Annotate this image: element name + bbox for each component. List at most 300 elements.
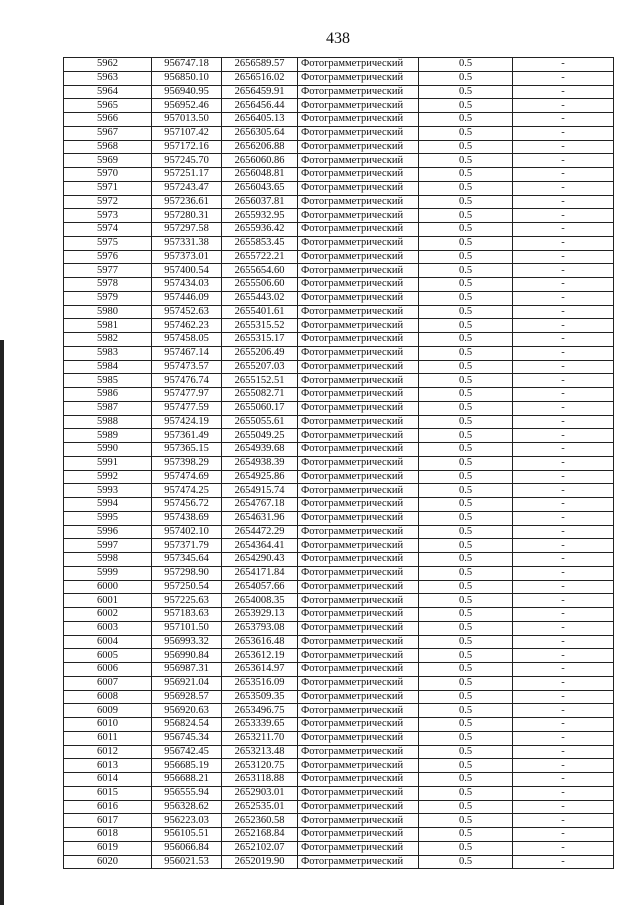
accuracy-cell: 0.5 bbox=[419, 731, 513, 745]
accuracy-cell: 0.5 bbox=[419, 333, 513, 347]
y-coordinate-cell: 2653211.70 bbox=[222, 731, 298, 745]
x-coordinate-cell: 957225.63 bbox=[152, 594, 222, 608]
accuracy-cell: 0.5 bbox=[419, 649, 513, 663]
table-row bbox=[64, 99, 614, 113]
method-cell: Фотограмметрический bbox=[298, 621, 419, 635]
note-cell: - bbox=[513, 841, 614, 855]
y-coordinate-cell: 2655853.45 bbox=[222, 236, 298, 250]
method-cell: Фотограмметрический bbox=[298, 539, 419, 553]
accuracy-cell: 0.5 bbox=[419, 319, 513, 333]
point-number-cell: 5971 bbox=[64, 181, 152, 195]
accuracy-cell: 0.5 bbox=[419, 264, 513, 278]
point-number-cell: 5976 bbox=[64, 250, 152, 264]
x-coordinate-cell: 957183.63 bbox=[152, 608, 222, 622]
coordinates-table bbox=[63, 57, 614, 869]
point-number-cell: 5973 bbox=[64, 209, 152, 223]
y-coordinate-cell: 2652903.01 bbox=[222, 786, 298, 800]
x-coordinate-cell: 956105.51 bbox=[152, 828, 222, 842]
accuracy-cell: 0.5 bbox=[419, 278, 513, 292]
method-cell: Фотограмметрический bbox=[298, 71, 419, 85]
x-coordinate-cell: 956223.03 bbox=[152, 814, 222, 828]
method-cell: Фотограмметрический bbox=[298, 498, 419, 512]
table-row bbox=[64, 71, 614, 85]
point-number-cell: 6007 bbox=[64, 676, 152, 690]
table-row bbox=[64, 759, 614, 773]
point-number-cell: 5990 bbox=[64, 443, 152, 457]
table-row bbox=[64, 126, 614, 140]
y-coordinate-cell: 2654915.74 bbox=[222, 484, 298, 498]
note-cell: - bbox=[513, 621, 614, 635]
y-coordinate-cell: 2655315.52 bbox=[222, 319, 298, 333]
y-coordinate-cell: 2655932.95 bbox=[222, 209, 298, 223]
y-coordinate-cell: 2654171.84 bbox=[222, 566, 298, 580]
x-coordinate-cell: 956987.31 bbox=[152, 663, 222, 677]
note-cell: - bbox=[513, 553, 614, 567]
method-cell: Фотограмметрический bbox=[298, 704, 419, 718]
accuracy-cell: 0.5 bbox=[419, 841, 513, 855]
point-number-cell: 5983 bbox=[64, 346, 152, 360]
table-row bbox=[64, 539, 614, 553]
note-cell: - bbox=[513, 511, 614, 525]
note-cell: - bbox=[513, 470, 614, 484]
x-coordinate-cell: 956921.04 bbox=[152, 676, 222, 690]
accuracy-cell: 0.5 bbox=[419, 209, 513, 223]
table-row bbox=[64, 168, 614, 182]
y-coordinate-cell: 2654290.43 bbox=[222, 553, 298, 567]
y-coordinate-cell: 2653516.09 bbox=[222, 676, 298, 690]
y-coordinate-cell: 2656206.88 bbox=[222, 140, 298, 154]
table-row bbox=[64, 264, 614, 278]
note-cell: - bbox=[513, 195, 614, 209]
method-cell: Фотограмметрический bbox=[298, 291, 419, 305]
accuracy-cell: 0.5 bbox=[419, 511, 513, 525]
y-coordinate-cell: 2656405.13 bbox=[222, 113, 298, 127]
x-coordinate-cell: 956952.46 bbox=[152, 99, 222, 113]
table-row bbox=[64, 580, 614, 594]
x-coordinate-cell: 957402.10 bbox=[152, 525, 222, 539]
method-cell: Фотограмметрический bbox=[298, 223, 419, 237]
table-row bbox=[64, 745, 614, 759]
point-number-cell: 5994 bbox=[64, 498, 152, 512]
accuracy-cell: 0.5 bbox=[419, 99, 513, 113]
table-row bbox=[64, 553, 614, 567]
y-coordinate-cell: 2654364.41 bbox=[222, 539, 298, 553]
note-cell: - bbox=[513, 333, 614, 347]
note-cell: - bbox=[513, 676, 614, 690]
x-coordinate-cell: 957434.03 bbox=[152, 278, 222, 292]
method-cell: Фотограмметрический bbox=[298, 415, 419, 429]
x-coordinate-cell: 957458.05 bbox=[152, 333, 222, 347]
x-coordinate-cell: 957297.58 bbox=[152, 223, 222, 237]
table-row bbox=[64, 319, 614, 333]
table-row bbox=[64, 786, 614, 800]
accuracy-cell: 0.5 bbox=[419, 663, 513, 677]
accuracy-cell: 0.5 bbox=[419, 484, 513, 498]
table-row bbox=[64, 635, 614, 649]
accuracy-cell: 0.5 bbox=[419, 168, 513, 182]
method-cell: Фотограмметрический bbox=[298, 85, 419, 99]
table-row bbox=[64, 456, 614, 470]
note-cell: - bbox=[513, 250, 614, 264]
x-coordinate-cell: 956993.32 bbox=[152, 635, 222, 649]
point-number-cell: 6000 bbox=[64, 580, 152, 594]
point-number-cell: 6004 bbox=[64, 635, 152, 649]
x-coordinate-cell: 956555.94 bbox=[152, 786, 222, 800]
table-row bbox=[64, 828, 614, 842]
x-coordinate-cell: 956928.57 bbox=[152, 690, 222, 704]
y-coordinate-cell: 2654631.96 bbox=[222, 511, 298, 525]
x-coordinate-cell: 956920.63 bbox=[152, 704, 222, 718]
note-cell: - bbox=[513, 236, 614, 250]
table-row bbox=[64, 841, 614, 855]
table-row bbox=[64, 113, 614, 127]
table-row bbox=[64, 773, 614, 787]
x-coordinate-cell: 957474.69 bbox=[152, 470, 222, 484]
note-cell: - bbox=[513, 759, 614, 773]
point-number-cell: 6002 bbox=[64, 608, 152, 622]
method-cell: Фотограмметрический bbox=[298, 154, 419, 168]
accuracy-cell: 0.5 bbox=[419, 140, 513, 154]
y-coordinate-cell: 2656060.86 bbox=[222, 154, 298, 168]
y-coordinate-cell: 2655049.25 bbox=[222, 429, 298, 443]
point-number-cell: 5992 bbox=[64, 470, 152, 484]
note-cell: - bbox=[513, 635, 614, 649]
x-coordinate-cell: 956990.84 bbox=[152, 649, 222, 663]
point-number-cell: 5999 bbox=[64, 566, 152, 580]
method-cell: Фотограмметрический bbox=[298, 525, 419, 539]
y-coordinate-cell: 2654767.18 bbox=[222, 498, 298, 512]
point-number-cell: 5988 bbox=[64, 415, 152, 429]
point-number-cell: 5989 bbox=[64, 429, 152, 443]
note-cell: - bbox=[513, 113, 614, 127]
accuracy-cell: 0.5 bbox=[419, 223, 513, 237]
y-coordinate-cell: 2652102.07 bbox=[222, 841, 298, 855]
table-row bbox=[64, 58, 614, 72]
point-number-cell: 6019 bbox=[64, 841, 152, 855]
table-row bbox=[64, 236, 614, 250]
method-cell: Фотограмметрический bbox=[298, 731, 419, 745]
method-cell: Фотограмметрический bbox=[298, 168, 419, 182]
note-cell: - bbox=[513, 663, 614, 677]
scan-edge-bar bbox=[0, 340, 4, 905]
note-cell: - bbox=[513, 580, 614, 594]
accuracy-cell: 0.5 bbox=[419, 553, 513, 567]
y-coordinate-cell: 2656589.57 bbox=[222, 58, 298, 72]
method-cell: Фотограмметрический bbox=[298, 305, 419, 319]
method-cell: Фотограмметрический bbox=[298, 346, 419, 360]
accuracy-cell: 0.5 bbox=[419, 539, 513, 553]
y-coordinate-cell: 2653929.13 bbox=[222, 608, 298, 622]
method-cell: Фотограмметрический bbox=[298, 374, 419, 388]
x-coordinate-cell: 956824.54 bbox=[152, 718, 222, 732]
note-cell: - bbox=[513, 498, 614, 512]
method-cell: Фотограмметрический bbox=[298, 814, 419, 828]
y-coordinate-cell: 2654925.86 bbox=[222, 470, 298, 484]
method-cell: Фотограмметрический bbox=[298, 250, 419, 264]
method-cell: Фотограмметрический bbox=[298, 429, 419, 443]
point-number-cell: 5981 bbox=[64, 319, 152, 333]
y-coordinate-cell: 2656305.64 bbox=[222, 126, 298, 140]
accuracy-cell: 0.5 bbox=[419, 594, 513, 608]
method-cell: Фотограмметрический bbox=[298, 855, 419, 869]
method-cell: Фотограмметрический bbox=[298, 484, 419, 498]
point-number-cell: 5964 bbox=[64, 85, 152, 99]
point-number-cell: 6003 bbox=[64, 621, 152, 635]
table-row bbox=[64, 649, 614, 663]
note-cell: - bbox=[513, 456, 614, 470]
y-coordinate-cell: 2655506.60 bbox=[222, 278, 298, 292]
table-row bbox=[64, 470, 614, 484]
point-number-cell: 6006 bbox=[64, 663, 152, 677]
point-number-cell: 5984 bbox=[64, 360, 152, 374]
x-coordinate-cell: 957446.09 bbox=[152, 291, 222, 305]
y-coordinate-cell: 2655055.61 bbox=[222, 415, 298, 429]
table-row bbox=[64, 85, 614, 99]
point-number-cell: 6013 bbox=[64, 759, 152, 773]
note-cell: - bbox=[513, 319, 614, 333]
x-coordinate-cell: 957467.14 bbox=[152, 346, 222, 360]
method-cell: Фотограмметрический bbox=[298, 759, 419, 773]
method-cell: Фотограмметрический bbox=[298, 401, 419, 415]
accuracy-cell: 0.5 bbox=[419, 236, 513, 250]
x-coordinate-cell: 956685.19 bbox=[152, 759, 222, 773]
y-coordinate-cell: 2653120.75 bbox=[222, 759, 298, 773]
x-coordinate-cell: 957398.29 bbox=[152, 456, 222, 470]
y-coordinate-cell: 2654938.39 bbox=[222, 456, 298, 470]
accuracy-cell: 0.5 bbox=[419, 800, 513, 814]
coordinates-table-body bbox=[64, 58, 614, 869]
note-cell: - bbox=[513, 773, 614, 787]
accuracy-cell: 0.5 bbox=[419, 525, 513, 539]
method-cell: Фотограмметрический bbox=[298, 360, 419, 374]
note-cell: - bbox=[513, 415, 614, 429]
point-number-cell: 5968 bbox=[64, 140, 152, 154]
accuracy-cell: 0.5 bbox=[419, 456, 513, 470]
accuracy-cell: 0.5 bbox=[419, 676, 513, 690]
point-number-cell: 5974 bbox=[64, 223, 152, 237]
y-coordinate-cell: 2654939.68 bbox=[222, 443, 298, 457]
table-row bbox=[64, 718, 614, 732]
table-row bbox=[64, 484, 614, 498]
method-cell: Фотограмметрический bbox=[298, 195, 419, 209]
table-row bbox=[64, 223, 614, 237]
accuracy-cell: 0.5 bbox=[419, 360, 513, 374]
method-cell: Фотограмметрический bbox=[298, 553, 419, 567]
x-coordinate-cell: 956742.45 bbox=[152, 745, 222, 759]
method-cell: Фотограмметрический bbox=[298, 718, 419, 732]
table-row bbox=[64, 140, 614, 154]
accuracy-cell: 0.5 bbox=[419, 718, 513, 732]
x-coordinate-cell: 956688.21 bbox=[152, 773, 222, 787]
point-number-cell: 6012 bbox=[64, 745, 152, 759]
method-cell: Фотограмметрический bbox=[298, 181, 419, 195]
x-coordinate-cell: 957473.57 bbox=[152, 360, 222, 374]
y-coordinate-cell: 2656516.02 bbox=[222, 71, 298, 85]
point-number-cell: 5978 bbox=[64, 278, 152, 292]
x-coordinate-cell: 957013.50 bbox=[152, 113, 222, 127]
table-row bbox=[64, 401, 614, 415]
y-coordinate-cell: 2652360.58 bbox=[222, 814, 298, 828]
note-cell: - bbox=[513, 71, 614, 85]
method-cell: Фотограмметрический bbox=[298, 608, 419, 622]
accuracy-cell: 0.5 bbox=[419, 429, 513, 443]
table-row bbox=[64, 498, 614, 512]
method-cell: Фотограмметрический bbox=[298, 786, 419, 800]
x-coordinate-cell: 957243.47 bbox=[152, 181, 222, 195]
accuracy-cell: 0.5 bbox=[419, 58, 513, 72]
point-number-cell: 6018 bbox=[64, 828, 152, 842]
method-cell: Фотограмметрический bbox=[298, 745, 419, 759]
y-coordinate-cell: 2656456.44 bbox=[222, 99, 298, 113]
method-cell: Фотограмметрический bbox=[298, 676, 419, 690]
table-row bbox=[64, 305, 614, 319]
y-coordinate-cell: 2653614.97 bbox=[222, 663, 298, 677]
note-cell: - bbox=[513, 168, 614, 182]
method-cell: Фотограмметрический bbox=[298, 635, 419, 649]
accuracy-cell: 0.5 bbox=[419, 291, 513, 305]
table-row bbox=[64, 195, 614, 209]
note-cell: - bbox=[513, 291, 614, 305]
accuracy-cell: 0.5 bbox=[419, 250, 513, 264]
accuracy-cell: 0.5 bbox=[419, 374, 513, 388]
accuracy-cell: 0.5 bbox=[419, 181, 513, 195]
note-cell: - bbox=[513, 429, 614, 443]
note-cell: - bbox=[513, 209, 614, 223]
accuracy-cell: 0.5 bbox=[419, 305, 513, 319]
x-coordinate-cell: 956021.53 bbox=[152, 855, 222, 869]
accuracy-cell: 0.5 bbox=[419, 786, 513, 800]
point-number-cell: 6017 bbox=[64, 814, 152, 828]
y-coordinate-cell: 2656048.81 bbox=[222, 168, 298, 182]
accuracy-cell: 0.5 bbox=[419, 566, 513, 580]
accuracy-cell: 0.5 bbox=[419, 71, 513, 85]
note-cell: - bbox=[513, 786, 614, 800]
point-number-cell: 5980 bbox=[64, 305, 152, 319]
accuracy-cell: 0.5 bbox=[419, 498, 513, 512]
point-number-cell: 6009 bbox=[64, 704, 152, 718]
y-coordinate-cell: 2654472.29 bbox=[222, 525, 298, 539]
note-cell: - bbox=[513, 828, 614, 842]
table-row bbox=[64, 374, 614, 388]
table-row bbox=[64, 511, 614, 525]
y-coordinate-cell: 2653213.48 bbox=[222, 745, 298, 759]
method-cell: Фотограмметрический bbox=[298, 566, 419, 580]
point-number-cell: 5998 bbox=[64, 553, 152, 567]
table-row bbox=[64, 704, 614, 718]
x-coordinate-cell: 957474.25 bbox=[152, 484, 222, 498]
y-coordinate-cell: 2653793.08 bbox=[222, 621, 298, 635]
accuracy-cell: 0.5 bbox=[419, 470, 513, 484]
y-coordinate-cell: 2656037.81 bbox=[222, 195, 298, 209]
x-coordinate-cell: 957456.72 bbox=[152, 498, 222, 512]
y-coordinate-cell: 2655936.42 bbox=[222, 223, 298, 237]
accuracy-cell: 0.5 bbox=[419, 828, 513, 842]
x-coordinate-cell: 957172.16 bbox=[152, 140, 222, 154]
y-coordinate-cell: 2652168.84 bbox=[222, 828, 298, 842]
accuracy-cell: 0.5 bbox=[419, 415, 513, 429]
point-number-cell: 5963 bbox=[64, 71, 152, 85]
note-cell: - bbox=[513, 360, 614, 374]
method-cell: Фотограмметрический bbox=[298, 511, 419, 525]
accuracy-cell: 0.5 bbox=[419, 745, 513, 759]
note-cell: - bbox=[513, 374, 614, 388]
y-coordinate-cell: 2656043.65 bbox=[222, 181, 298, 195]
x-coordinate-cell: 956940.95 bbox=[152, 85, 222, 99]
note-cell: - bbox=[513, 539, 614, 553]
x-coordinate-cell: 957365.15 bbox=[152, 443, 222, 457]
accuracy-cell: 0.5 bbox=[419, 704, 513, 718]
method-cell: Фотограмметрический bbox=[298, 841, 419, 855]
accuracy-cell: 0.5 bbox=[419, 85, 513, 99]
y-coordinate-cell: 2655060.17 bbox=[222, 401, 298, 415]
x-coordinate-cell: 956850.10 bbox=[152, 71, 222, 85]
y-coordinate-cell: 2653496.75 bbox=[222, 704, 298, 718]
x-coordinate-cell: 957373.01 bbox=[152, 250, 222, 264]
table-row bbox=[64, 731, 614, 745]
accuracy-cell: 0.5 bbox=[419, 388, 513, 402]
method-cell: Фотограмметрический bbox=[298, 649, 419, 663]
method-cell: Фотограмметрический bbox=[298, 388, 419, 402]
method-cell: Фотограмметрический bbox=[298, 58, 419, 72]
method-cell: Фотограмметрический bbox=[298, 209, 419, 223]
y-coordinate-cell: 2655722.21 bbox=[222, 250, 298, 264]
note-cell: - bbox=[513, 525, 614, 539]
point-number-cell: 5972 bbox=[64, 195, 152, 209]
accuracy-cell: 0.5 bbox=[419, 608, 513, 622]
table-row bbox=[64, 333, 614, 347]
note-cell: - bbox=[513, 704, 614, 718]
note-cell: - bbox=[513, 594, 614, 608]
point-number-cell: 6011 bbox=[64, 731, 152, 745]
table-row bbox=[64, 388, 614, 402]
method-cell: Фотограмметрический bbox=[298, 470, 419, 484]
y-coordinate-cell: 2655207.03 bbox=[222, 360, 298, 374]
method-cell: Фотограмметрический bbox=[298, 319, 419, 333]
x-coordinate-cell: 957107.42 bbox=[152, 126, 222, 140]
y-coordinate-cell: 2653118.88 bbox=[222, 773, 298, 787]
table-row bbox=[64, 594, 614, 608]
accuracy-cell: 0.5 bbox=[419, 443, 513, 457]
table-row bbox=[64, 278, 614, 292]
note-cell: - bbox=[513, 264, 614, 278]
method-cell: Фотограмметрический bbox=[298, 236, 419, 250]
accuracy-cell: 0.5 bbox=[419, 401, 513, 415]
x-coordinate-cell: 957452.63 bbox=[152, 305, 222, 319]
table-row bbox=[64, 621, 614, 635]
y-coordinate-cell: 2655152.51 bbox=[222, 374, 298, 388]
accuracy-cell: 0.5 bbox=[419, 113, 513, 127]
point-number-cell: 5970 bbox=[64, 168, 152, 182]
method-cell: Фотограмметрический bbox=[298, 99, 419, 113]
note-cell: - bbox=[513, 484, 614, 498]
method-cell: Фотограмметрический bbox=[298, 126, 419, 140]
table-row bbox=[64, 209, 614, 223]
method-cell: Фотограмметрический bbox=[298, 594, 419, 608]
y-coordinate-cell: 2654008.35 bbox=[222, 594, 298, 608]
accuracy-cell: 0.5 bbox=[419, 855, 513, 869]
method-cell: Фотограмметрический bbox=[298, 140, 419, 154]
table-row bbox=[64, 814, 614, 828]
x-coordinate-cell: 957424.19 bbox=[152, 415, 222, 429]
note-cell: - bbox=[513, 814, 614, 828]
table-row bbox=[64, 800, 614, 814]
table-row bbox=[64, 291, 614, 305]
y-coordinate-cell: 2655654.60 bbox=[222, 264, 298, 278]
y-coordinate-cell: 2653616.48 bbox=[222, 635, 298, 649]
point-number-cell: 5979 bbox=[64, 291, 152, 305]
note-cell: - bbox=[513, 800, 614, 814]
note-cell: - bbox=[513, 649, 614, 663]
